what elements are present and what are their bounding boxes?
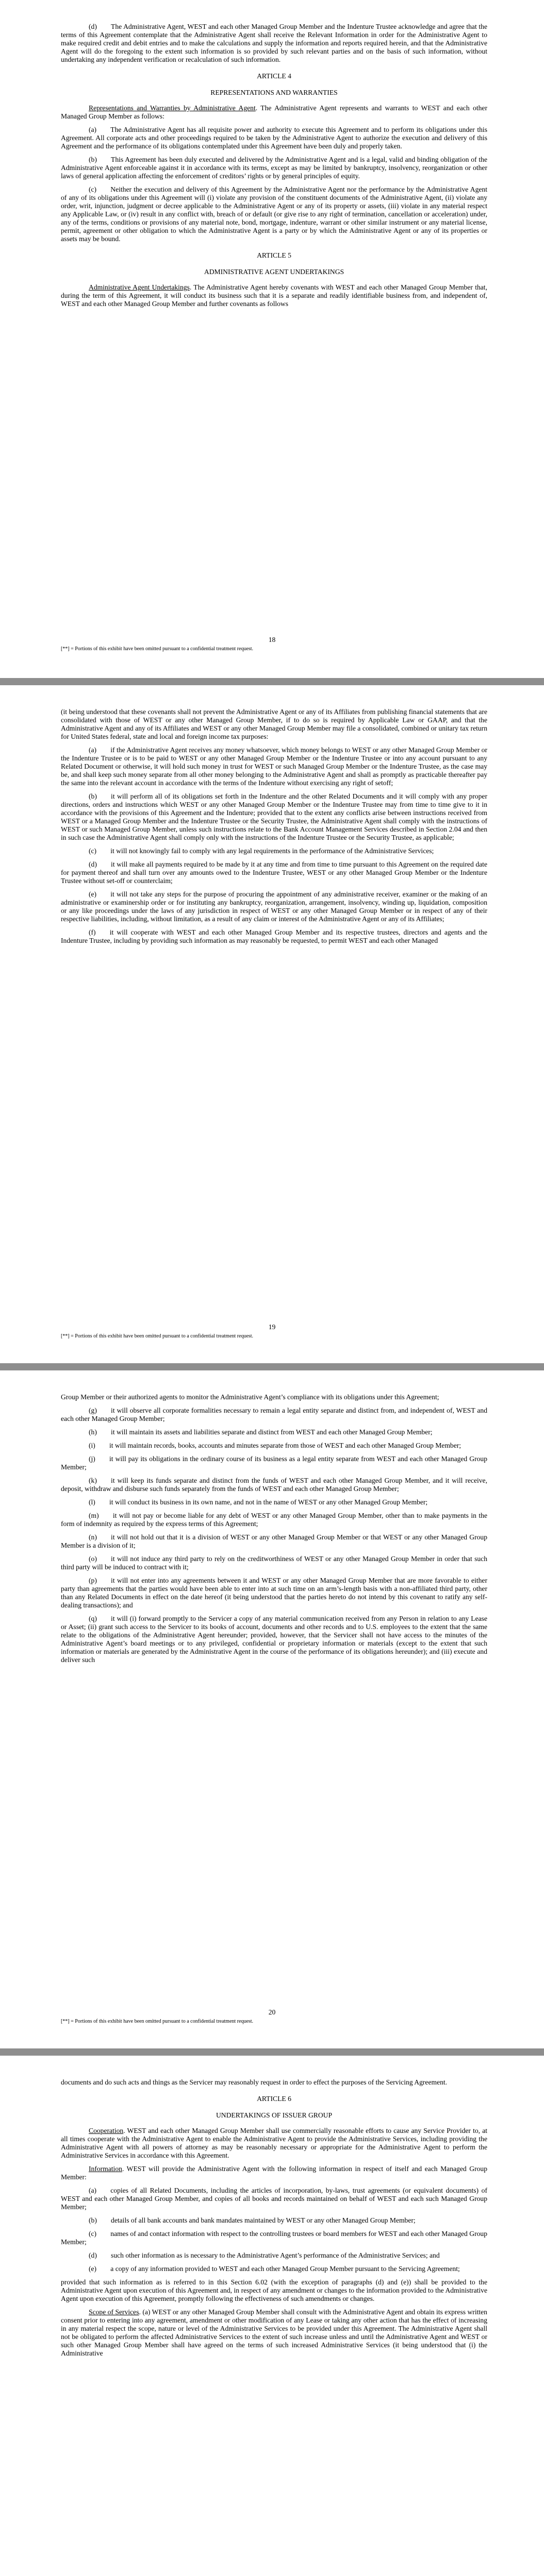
clause-paragraph: (d) it will make all payments required to be made by it at any time and from time to time pursuant to this Agreement on the required date for payment thereof and shall turn over any amounts owed to the Indenture Trustee, WEST or any other Managed Group Member or the Indenture Trustee without set-off or counterclaim; [61,860,487,885]
clause-paragraph: (g) it will observe all corporate formalities necessary to remain a legal entity separate and distinct from, and independent of, WEST and each other Managed Group Member; [61,1406,487,1422]
clause-paragraph: (e) a copy of any information provided to WEST and each other Managed Group Member pursuant to the Servicing Agreement; [89,2265,460,2273]
clause-paragraph: (p) it will not enter into any agreements between it and WEST or any other Managed Group Member that are more favorable to either party than agreements that the parties would have been able to enter into at such time on an arm’s-length basis with a non-affiliated third party, other than any Related Documents in effect on the date hereof (it being understood that the parties hereto do not intend by this covenant to ratify any self-dealing transactions); and [61,1577,487,1609]
section-heading: UNDERTAKINGS OF ISSUER GROUP [216,2111,333,2119]
clause-paragraph: (f) it will cooperate with WEST and each other Managed Group Member and its respective trustees, directors and agents and the Indenture Trustee, including by providing such information as may reasonably be requested, to permit WEST and each other Managed [61,928,487,944]
clause-paragraph: (d) The Administrative Agent, WEST and each other Managed Group Member and the Indenture Trustee acknowledge and agree that the terms of this Agreement contemplate that the Administrative Agent shall receive the Relevant Information in order for the Administrative Agent to make required credit and debit entries and to make the calculations and supply the information and reports required herein, and that the Administrative Agent will do the foregoing to the extent such information is so provided by such relevant parties and on the basis of such information, without undertaking any independent verification or recalculation of such information. [61,23,487,63]
continued-paragraph: documents and do such acts and things as the Servicer may reasonably request in order to effect the purposes of the Servicing Agreement. [61,2078,448,2086]
clause-paragraph: (a) if the Administrative Agent receives any money whatsoever, which money belongs to WEST or any other Managed Group Member or the Indenture Trustee or is to be paid to WEST or any other Managed Group Member or the Indenture Trustee or into any account pursuant to any Related Document or otherwise, it will hold such money in trust for WEST or such Managed Group Member or the Indenture Trustee, as the case may be, and shall keep such money separate from all other money belonging to the Administrative Agent and shall as promptly as practicable thereafter pay the same into the relevant account in accordance with the terms of the Indenture without exercising any right of setoff; [61,746,487,787]
page-body [61,1370,487,1664]
section-title: Scope of Services [89,2308,139,2316]
clause-paragraph: (o) it will not induce any third party to rely on the creditworthiness of WEST or any other Managed Group Member in order that such third party will be induced to contract with it; [61,1555,487,1571]
section-paragraph [61,283,487,308]
clause-paragraph: (i) it will maintain records, books, accounts and minutes separate from those of WEST and each other Managed Group Member; [89,1442,461,1449]
continued-paragraph: provided that such information as is referred to in this Section 6.02 (with the exception of paragraphs (d) and (e)) shall be provided to the Administrative Agent upon execution of this Agreement and, in respect of any amendment or changes to the information provided to the Administrative Agent upon execution of this Agreement, promptly following the effectiveness of such amendments or changes. [61,2278,487,2302]
clause-paragraph: (h) it will maintain its assets and liabilities separate and distinct from WEST and each other Managed Group Member; [89,1428,433,1436]
section-paragraph [61,2127,487,2160]
document-page [0,2056,544,2576]
section-heading: REPRESENTATIONS AND WARRANTIES [210,89,338,96]
section-text: . The Administrative Agent hereby covenants with WEST and each other Managed Group Member that, during the term of this Agreement, it will conduct its business such that it is a separate and readily identifiable business from, and independent of, WEST and each other Managed Group Member and further covenants as follows [61,283,487,308]
section-title: Cooperation [89,2127,124,2134]
section-heading: ARTICLE 5 [257,251,291,259]
clause-paragraph: (d) such other information as is necessary to the Administrative Agent’s performance of the Administrative Services; and [89,2251,440,2259]
section-text: . (a) WEST or any other Managed Group Member shall consult with the Administrative Agent and obtain its express written consent prior to entering into any agreement, amendment or other modification of any Lease or taking any other action that has the effect of increasing in any material respect the scope, nature or level of the Administrative Services to be provided under this Agreement. The Administrative Agent shall not be obligated to perform the affected Administrative Services to the extent of such increase unless and until the Administrative Agent and WEST or such other Managed Group Member shall have agreed on the terms of such increased Administrative Services (it being understood that (i) the Administrative [61,2308,487,2357]
clause-paragraph: (b) This Agreement has been duly executed and delivered by the Administrative Agent and is a legal, valid and binding obligation of the Administrative Agent enforceable against it in accordance with its terms, except as may be limited by bankruptcy, insolvency, reorganization or other laws of general application affecting the enforcement of creditors’ rights or by general principles of equity. [61,156,487,180]
section-heading: ARTICLE 6 [257,2095,291,2103]
section-paragraph [61,104,487,121]
clause-paragraph: (q) it will (i) forward promptly to the Servicer a copy of any material communication received from any Person in relation to any Lease or Asset; (ii) grant such access to the Servicer to its books of account, documents and other records and to U.S. employees to the extent that the same relate to the obligations of the Administrative Agent hereunder; provided, however, that the Servicer shall not have access to the minutes of the Administrative Agent’s board meetings or to any privileged, confidential or proprietary information or materials (except to the extent that such information or materials are generated by the Administrative Agent in the course of the performance of its obligations hereunder); and (iii) execute and deliver such [61,1615,487,1664]
clause-paragraph: (b) details of all bank accounts and bank mandates maintained by WEST or any other Managed Group Member; [89,2216,416,2224]
clause-paragraph: (k) it will keep its funds separate and distinct from the funds of WEST and each other Managed Group Member, and it will receive, deposit, withdraw and disburse such funds separately from the funds of WEST and each other Managed Group Member; [61,1477,487,1493]
confidential-footnote: [**] = Portions of this exhibit have been omitted pursuant to a confidential treatment request. [61,2019,254,2024]
clause-paragraph: (c) it will not knowingly fail to comply with any legal requirements in the performance of the Administrative Services; [89,847,434,855]
section-text: . WEST will provide the Administrative Agent with the following information in respect of itself and each Managed Group Member: [61,2165,487,2181]
section-paragraph [61,2165,487,2181]
section-title: Information [89,2165,122,2173]
page-body [61,2056,487,2358]
section-text: . WEST and each other Managed Group Member shall use commercially reasonable efforts to cause any Service Provider to, at all times cooperate with the Administrative Agent to enable the Administrative Agent to provide the Administrative Services, including providing the Administrative Agent with all powers of attorney as may be reasonably necessary or appropriate for the Administrative Agent to perform the Administrative Services in accordance with this Agreement. [61,2127,487,2159]
page-body [61,0,487,308]
confidential-footnote: [**] = Portions of this exhibit have been omitted pursuant to a confidential treatment request. [61,1333,254,1339]
clause-paragraph: (a) The Administrative Agent has all requisite power and authority to execute this Agreement and to perform its obligations under this Agreement. All corporate acts and other proceedings required to be taken by the Administrative Agent to authorize the execution and delivery of this Agreement and the performance of its obligations contemplated under this Agreement have been duly and properly taken. [61,126,487,150]
clause-paragraph: (c) names of and contact information with respect to the controlling trustees or board members for WEST and each other Managed Group Member; [61,2230,487,2246]
page-body [61,685,487,945]
section-heading: ARTICLE 4 [257,72,291,80]
clause-paragraph: (j) it will pay its obligations in the ordinary course of its business as a legal entity separate from WEST and each other Managed Group Member; [61,1455,487,1471]
section-paragraph [61,2308,487,2358]
section-title: Representations and Warranties by Administrative Agent [89,104,256,112]
page-number: 18 [268,636,276,643]
continued-paragraph: (it being understood that these covenants shall not prevent the Administrative Agent or any of its Affiliates from publishing financial statements that are consolidated with those of WEST or any other Managed Group Member, if to do so is required by Applicable Law or GAAP, and that the Administrative Agent and any of its Affiliates and WEST or any other Managed Group Member may file a consolidated, combined or unitary tax return for United States federal, state and local and foreign income tax purposes: [61,708,487,740]
document-page [0,1370,544,2048]
document-page [0,0,544,678]
clause-paragraph: (b) it will perform all of its obligations set forth in the Indenture and the other Related Documents and it will comply with any proper directions, orders and instructions which WEST or any other Managed Group Member or the Indenture Trustee may from time to time give to it in accordance with the provisions of this Agreement and the Indenture; provided that to the extent any conflicts arise between instructions received from WEST or a Managed Group Member and the Indenture Trustee or the Security Trustee, the Administrative Agent shall comply with the instructions of WEST or such Managed Group Member, unless such instructions relate to the Bank Account Management Services described in Section 2.04 and then in such case the Administrative Agent shall comply only with the instructions of the Indenture Trustee or the Security Trustee, as applicable; [61,792,487,841]
page-number: 19 [268,1323,276,1331]
section-heading: ADMINISTRATIVE AGENT UNDERTAKINGS [204,268,344,276]
document-page [0,685,544,1363]
page-number: 20 [268,2008,276,2016]
section-text: . The Administrative Agent represents and warrants to WEST and each other Managed Group Member as follows: [61,104,487,120]
section-title: Administrative Agent Undertakings [89,283,190,291]
clause-paragraph: (a) copies of all Related Documents, including the articles of incorporation, by-laws, trust agreements (or equivalent documents) of WEST and each other Managed Group Member, and copies of all books and records maintained on behalf of WEST and each such Managed Group Member; [61,2187,487,2211]
confidential-footnote: [**] = Portions of this exhibit have been omitted pursuant to a confidential treatment request. [61,646,254,652]
clause-paragraph: (n) it will not hold out that it is a division of WEST or any other Managed Group Member or that WEST or any other Managed Group Member is a division of it; [61,1533,487,1549]
clause-paragraph: (e) it will not take any steps for the purpose of procuring the appointment of any administrative receiver, examiner or the making of an administrative or examinership order or for instituting any bankruptcy, reorganization, arrangement, insolvency, winding up, liquidation, composition or any like proceedings under the laws of any jurisdiction in respect of WEST or any other Managed Group Member or in respect of any of their respective liabilities, including, without limitation, as a result of any claim or interest of the Administrative Agent or any of its Affiliates; [61,890,487,923]
continued-paragraph: Group Member or their authorized agents to monitor the Administrative Agent’s compliance with its obligations under this Agreement; [61,1393,439,1401]
clause-paragraph: (m) it will not pay or become liable for any debt of WEST or any other Managed Group Member, other than to make payments in the form of indemnity as required by the express terms of this Agreement; [61,1512,487,1528]
clause-paragraph: (l) it will conduct its business in its own name, and not in the name of WEST or any other Managed Group Member; [89,1498,428,1506]
clause-paragraph: (c) Neither the execution and delivery of this Agreement by the Administrative Agent nor the performance by the Administrative Agent of any of its obligations under this Agreement will (i) violate any provision of the constituent documents of the Administrative Agent, (ii) violate any order, writ, injunction, judgment or decree applicable to the Administrative Agent or any of its property or assets, (iii) violate in any material respect any Applicable Law, or (iv) result in any conflict with, breach of or default (or give rise to any right of termination, cancellation or acceleration) under, any of the terms, conditions or provisions of any material note, bond, mortgage, indenture, warrant or other similar instrument or any material license, permit, agreement or other obligation to which the Administrative Agent is a party or by which the Administrative Agent or any of its properties or assets may be bound. [61,185,487,243]
